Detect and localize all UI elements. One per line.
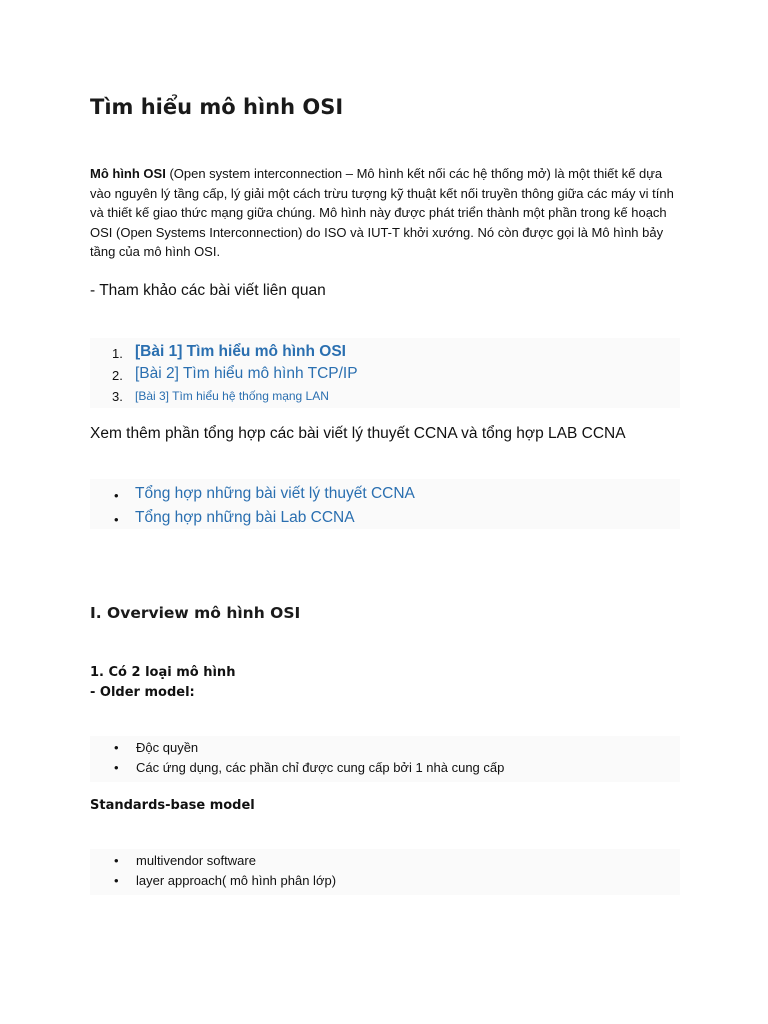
related-heading: - Tham khảo các bài viết liên quan (90, 282, 326, 299)
list-number: 1. (112, 346, 123, 361)
bullet-icon: • (114, 488, 119, 503)
bullet-icon: • (114, 853, 119, 868)
bullet-icon: • (114, 760, 119, 775)
older-model-list (90, 736, 680, 782)
older-item: Độc quyền (136, 740, 199, 755)
bullet-icon: • (114, 740, 119, 755)
intro-bold-term: Mô hình OSI (90, 166, 166, 181)
related-link-2[interactable]: [Bài 2] Tìm hiểu mô hình TCP/IP (135, 365, 358, 382)
standards-model-label: Standards-base model (90, 798, 255, 813)
intro-paragraph (90, 164, 680, 262)
standards-item: layer approach( mô hình phân lớp) (136, 873, 337, 888)
bullet-icon: • (114, 512, 119, 527)
standards-item: multivendor software (136, 853, 256, 868)
page-title: Tìm hiểu mô hình OSI (90, 95, 344, 119)
related-link-1[interactable]: [Bài 1] Tìm hiểu mô hình OSI (135, 343, 346, 360)
subsection-title: 1. Có 2 loại mô hình (90, 665, 236, 680)
related-links-list (90, 338, 680, 408)
related-link-3[interactable]: [Bài 3] Tìm hiểu hệ thống mạng LAN (135, 389, 329, 403)
more-link-2[interactable]: Tổng hợp những bài Lab CCNA (135, 509, 355, 526)
more-link-1[interactable]: Tổng hợp những bài viết lý thuyết CCNA (135, 485, 415, 502)
intro-text: (Open system interconnection – Mô hình kết nối các hệ thống mở) là một thiết kế dựa vào nguyên lý tầng cấp, lý giải một cách trừu tượng kỹ thuật kết nối truyền thông giữa các máy vi tính và thiết kế giao thức mạng giữa chúng. Mô hình này được phát triển thành một phần trong kế hoạch OSI (Open Systems Interconnection) do ISO và IUT-T khởi xướng. Nó còn được gọi là Mô hình bảy tầng của mô hình OSI. (90, 166, 674, 260)
older-item: Các ứng dụng, các phần chỉ được cung cấp bởi 1 nhà cung cấp (136, 760, 505, 775)
list-number: 2. (112, 368, 123, 383)
more-links-list (90, 479, 680, 529)
bullet-icon: • (114, 873, 119, 888)
list-number: 3. (112, 389, 123, 404)
older-model-label: - Older model: (90, 685, 195, 700)
section-title: I. Overview mô hình OSI (90, 604, 301, 622)
standards-model-list (90, 849, 680, 895)
more-heading: Xem thêm phần tổng hợp các bài viết lý thuyết CCNA và tổng hợp LAB CCNA (90, 425, 626, 442)
